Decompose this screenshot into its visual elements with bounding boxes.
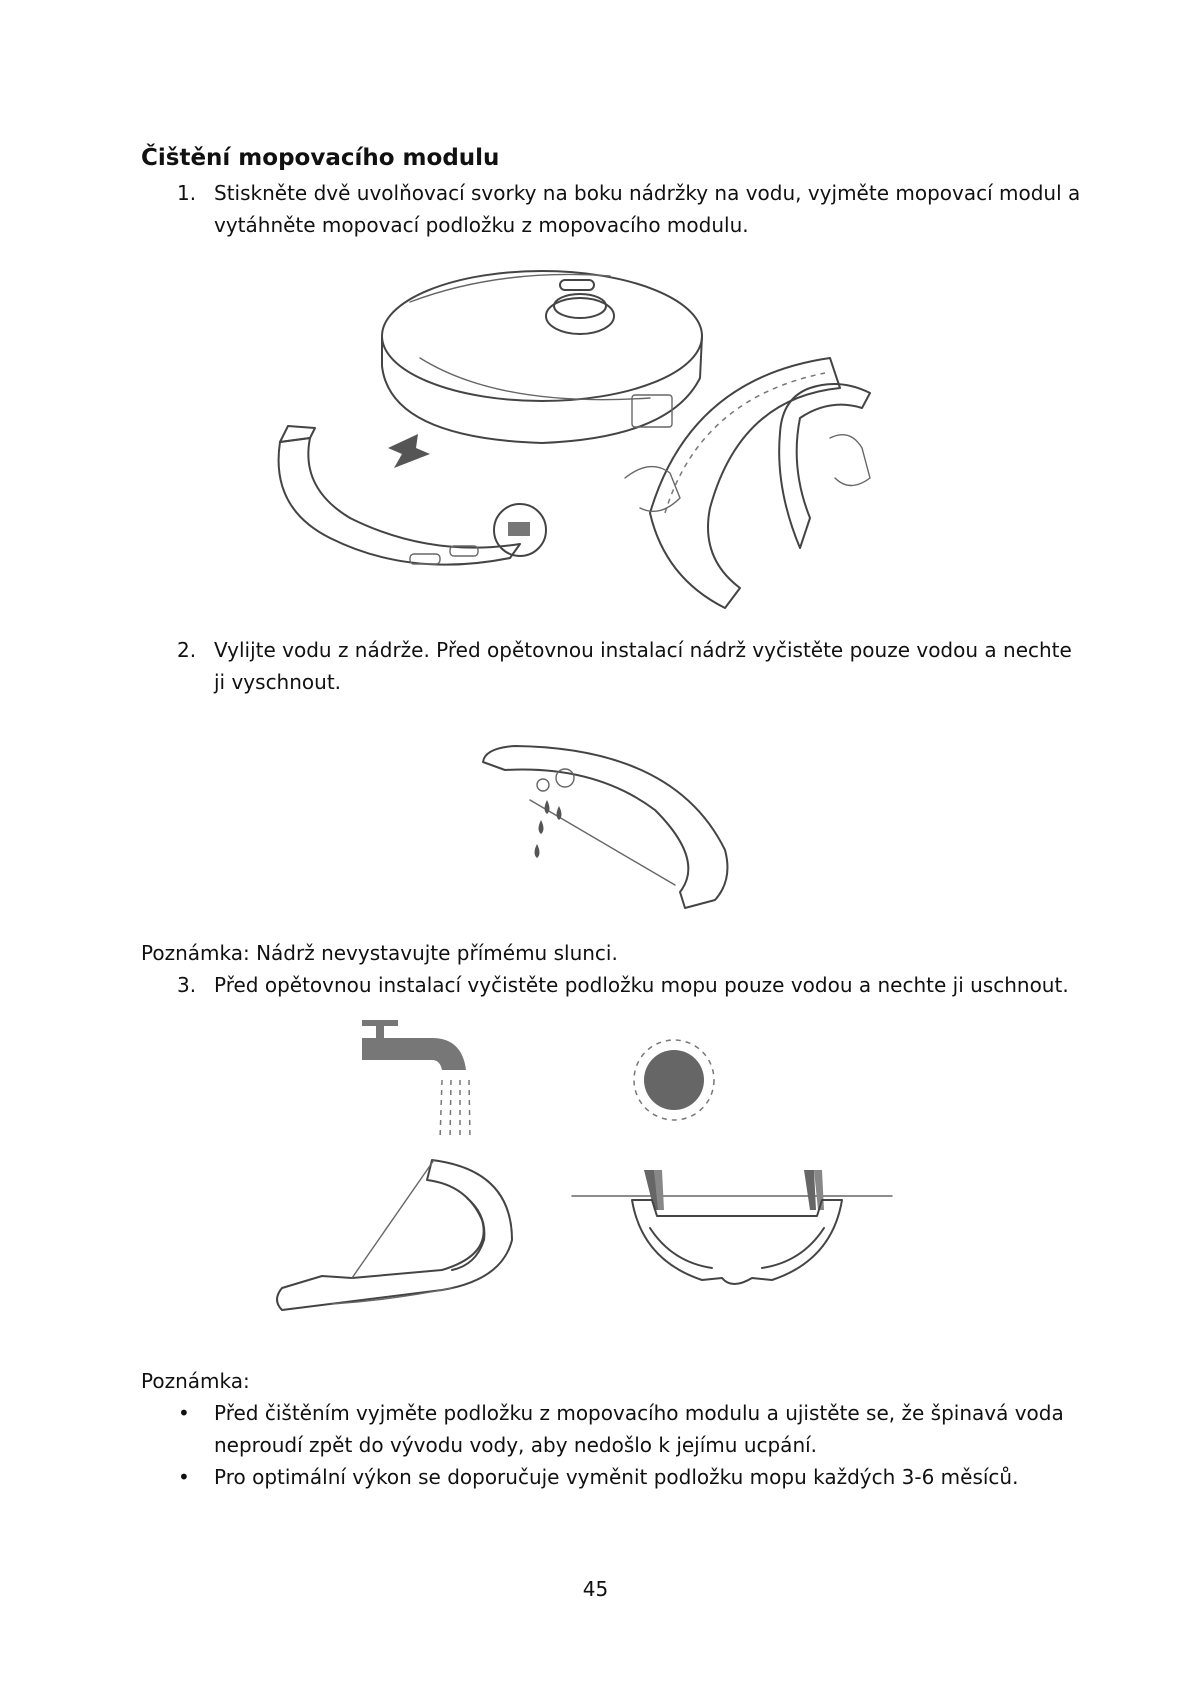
step-1-number: 1. [177, 181, 197, 205]
arrow-icon [388, 434, 430, 468]
faucet-icon [362, 1020, 466, 1070]
bullet-icon: • [178, 1465, 190, 1489]
page-number: 45 [582, 1577, 609, 1601]
mop-pad-washing-illustration [277, 1160, 512, 1310]
step-3-line-1: Před opětovnou instalací vyčistěte podložku mopu pouze vodou a nechte ji uschnout. [214, 973, 1069, 997]
note-sun: Poznámka: Nádrž nevystavujte přímému slunci. [141, 941, 618, 965]
figure-wash-dry-mop-pad [262, 1010, 902, 1340]
step-2-number: 2. [177, 638, 197, 662]
step-2-line-2: ji vyschnout. [214, 670, 342, 694]
bullet-2-line-1: Pro optimální výkon se doporučuje vyměnit podložku mopu každých 3-6 měsíců. [214, 1465, 1019, 1489]
mop-pad-drying-illustration [632, 1200, 842, 1284]
sun-icon [634, 1040, 714, 1120]
step-2-line-1: Vylijte vodu z nádrže. Před opětovnou instalací nádrž vyčistěte pouze vodou a nechte [214, 638, 1072, 662]
bullet-1-line-2: neproudí zpět do vývodu vody, aby nedošlo k jejímu ucpání. [214, 1433, 818, 1457]
note-label: Poznámka: [141, 1369, 250, 1393]
bullet-icon: • [178, 1401, 190, 1425]
step-3-number: 3. [177, 973, 197, 997]
bullet-1-line-1: Před čištěním vyjměte podložku z mopovacího modulu a ujistěte se, že špinavá voda [214, 1401, 1064, 1425]
figure-remove-mop-module [270, 258, 930, 658]
step-1-line-1: Stiskněte dvě uvolňovací svorky na boku nádržky na vodu, vyjměte mopovací modul a [214, 181, 1081, 205]
robot-vacuum-illustration [382, 271, 702, 443]
water-drop-icon [545, 800, 550, 814]
water-stream-icon [440, 1080, 470, 1140]
water-drop-icon [539, 820, 544, 834]
figure-empty-water-tank [475, 740, 745, 915]
section-title: Čištění mopovacího modulu [141, 145, 500, 171]
step-1-line-2: vytáhněte mopovací podložku z mopovacího modulu. [214, 213, 749, 237]
water-drop-icon [535, 844, 540, 858]
